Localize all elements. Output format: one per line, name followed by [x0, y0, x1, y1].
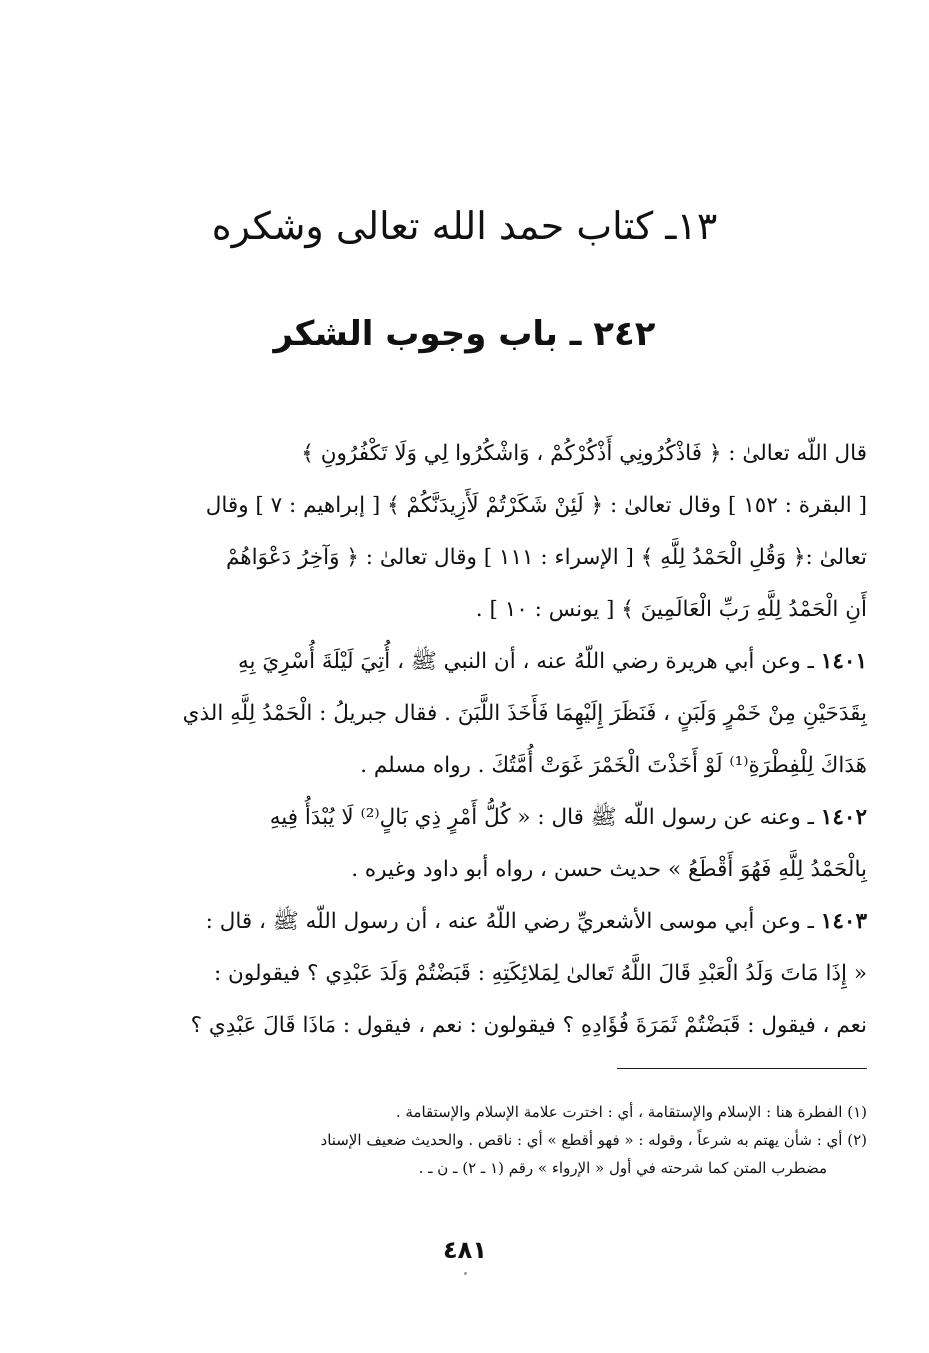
hadith-1403 [59, 896, 867, 1052]
intro-paragraph [59, 428, 867, 636]
hadith-text: ـ وعنه عن رسول اللّه ﷺ قال : « كُلُّ أَمْرٍ ذِي بَالٍ⁽²⁾ لَا يُبْدَأُ فِيهِ [269, 805, 814, 830]
hadith-1401 [59, 636, 867, 792]
hadith-1402 [59, 792, 867, 896]
hadith-line [59, 896, 867, 948]
scan-speck [464, 1272, 467, 1275]
hadith-line [59, 636, 867, 688]
footnote-2: (٢) أي : شأن يهتم به شرعاً ، وقوله : « فهو أقطع » أي : ناقص . والحديث ضعيف الإسناد [320, 1131, 867, 1149]
hadith-number: ١٤٠٢ [820, 805, 867, 830]
footnote-divider [617, 1068, 867, 1069]
footnotes [59, 1098, 867, 1182]
intro-line: تعالىٰ :﴿ وَقُلِ الْحَمْدُ لِلَّهِ ﴾ [ الإسراء : ١١١ ] وقال تعالىٰ : ﴿ وَآخِرُ دَعْوَاهُمْ [226, 545, 867, 570]
footnote-1: (١) الفطرة هنا : الإسلام والإستقامة ، أي : اخترت علامة الإسلام والإستقامة . [395, 1103, 867, 1121]
chapter-title: ٢٤٢ ـ باب وجوب الشكر [273, 314, 656, 354]
hadith-line [59, 792, 867, 844]
intro-line: قال اللّه تعالىٰ : ﴿ فَاذْكُرُونِي أَذْكُرْكُمْ ، وَاشْكُرُوا لِي وَلَا تَكْفُرُونِ ﴾ [301, 441, 867, 466]
hadith-text: ـ وعن أبي موسى الأشعريِّ رضي اللّهُ عنه ، أن رسول اللّه ﷺ ، قال : [205, 909, 814, 934]
book-title: ١٣ـ كتاب حمد الله تعالى وشكره [211, 204, 718, 248]
hadith-number: ١٤٠٣ [820, 909, 867, 934]
hadith-line: هَدَاكَ لِلْفِطْرَةِ⁽¹⁾ لَوْ أَخَذْتَ الْخَمْرَ غَوَتْ أُمَّتُكَ . رواه مسلم . [360, 753, 867, 778]
hadith-line: نعم ، فيقول : قَبَضْتُمْ ثَمَرَةَ فُؤَادِهِ ؟ فيقولون : نعم ، فيقول : مَاذَا قَالَ عَبْدِي ؟ [190, 1013, 867, 1038]
footnote-2-continued: مضطرب المتن كما شرحته في أول « الإرواء » رقم (١ ـ ٢) ـ ن ـ . [418, 1159, 827, 1177]
hadith-text: ـ وعن أبي هريرة رضي اللّهُ عنه ، أن النبي ﷺ ، أُتِيَ لَيْلَةَ أُسْرِيَ بِهِ [238, 649, 814, 674]
hadith-line: بِالْحَمْدُ لِلَّهِ فَهُوَ أَقْطَعُ » حديث حسن ، رواه أبو داود وغيره . [351, 857, 867, 882]
intro-line: [ البقرة : ١٥٢ ] وقال تعالىٰ : ﴿ لَئِنْ شَكَرْتُمْ لَأَزِيدَنَّكُمْ ﴾ [ إبراهيم : ٧ ] وقال [205, 493, 867, 518]
intro-line: أَنِ الْحَمْدُ لِلَّهِ رَبِّ الْعَالَمِينَ ﴾ [ يونس : ١٠ ] . [475, 597, 867, 622]
page-number: ٤٨١ [443, 1236, 487, 1264]
hadith-line: « إِذَا مَاتَ وَلَدُ الْعَبْدِ قَالَ اللَّهُ تَعالىٰ لِمَلائِكَتِهِ : قَبَضْتُمْ وَلَدَ عَبْدِي ؟ فيقولون : [213, 961, 867, 986]
hadith-line: بِقَدَحَيْنِ مِنْ خَمْرٍ وَلَبَنٍ ، فَنَظَرَ إِلَيْهِمَا فَأَخَذَ اللَّبَنَ . فقال جبريلُ : الْحَمْدُ لِلَّهِ الذي [182, 701, 867, 726]
hadith-number: ١٤٠١ [820, 649, 867, 674]
